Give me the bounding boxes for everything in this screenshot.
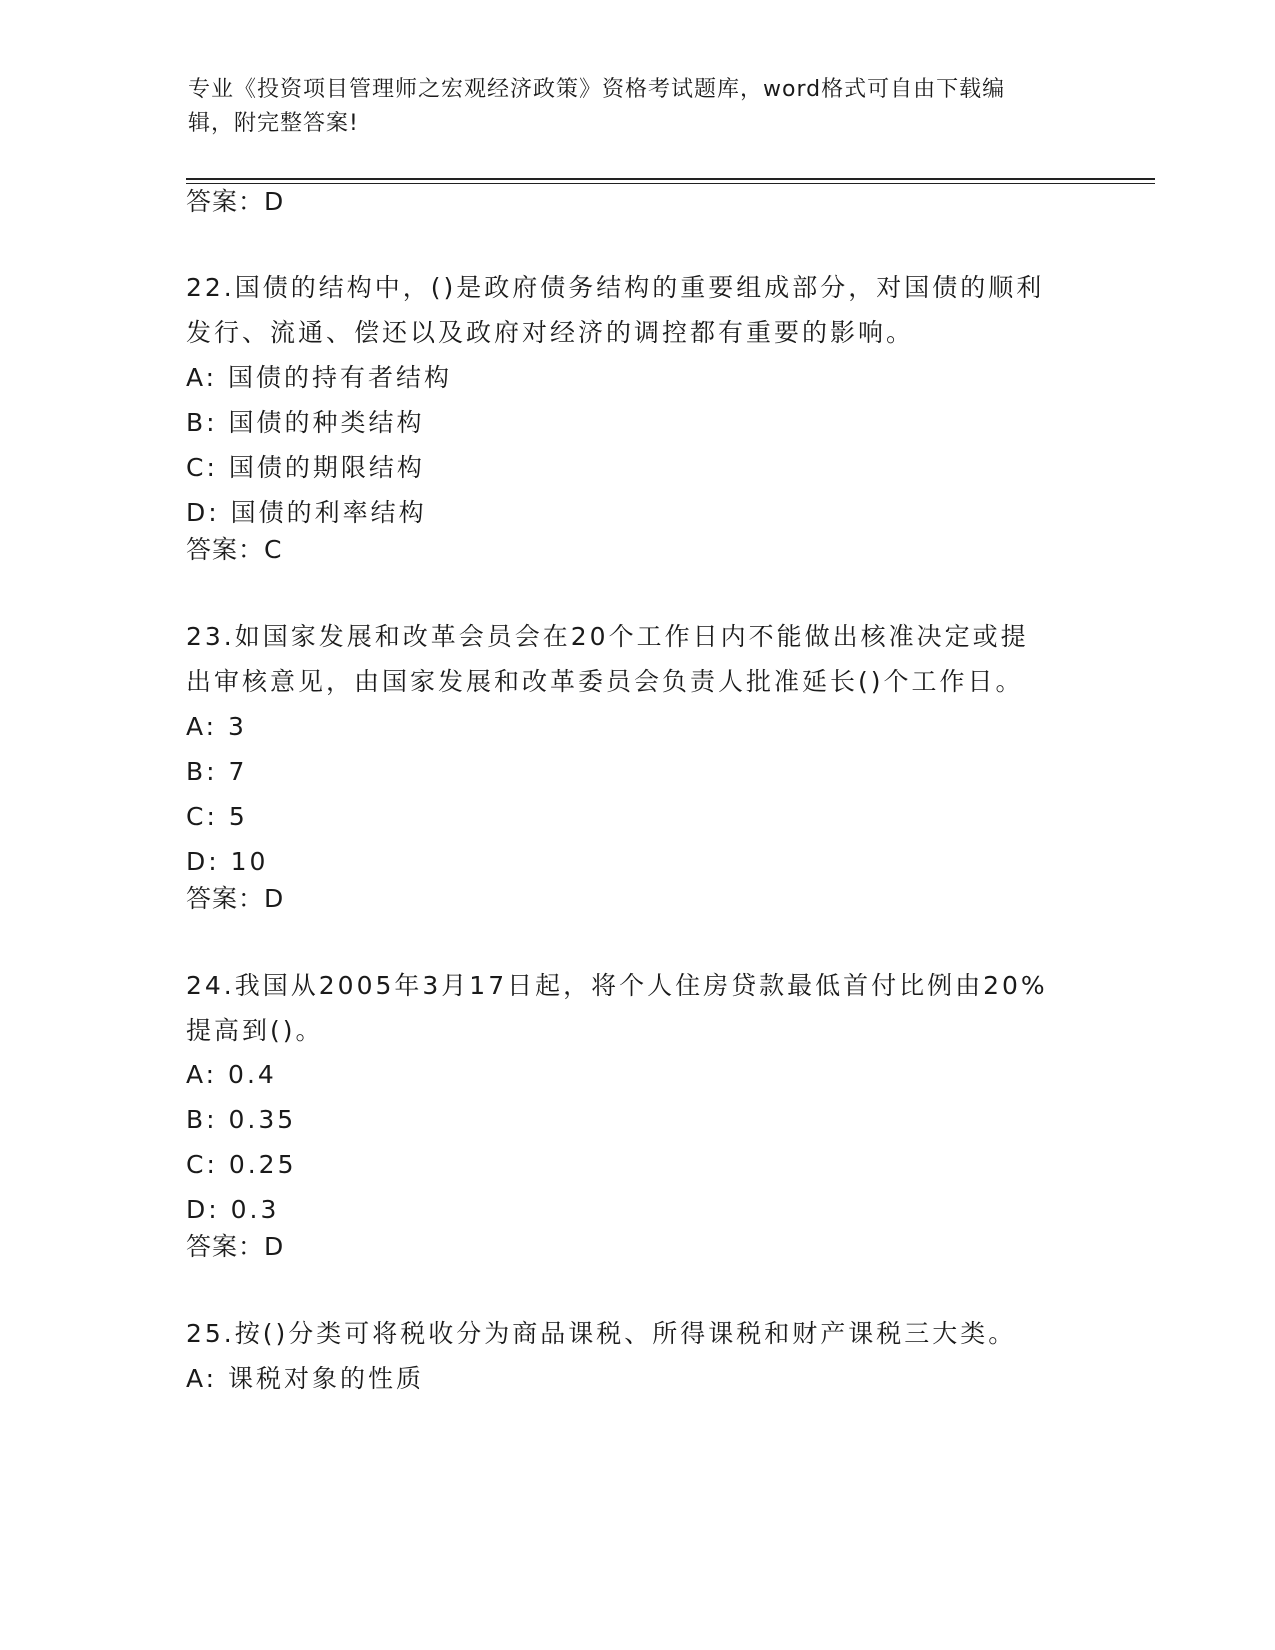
- option-a: A: 国债的持有者结构: [186, 363, 453, 392]
- option-a: A: 0.4: [186, 1060, 277, 1089]
- header-line-1: 专业《投资项目管理师之宏观经济政策》资格考试题库，word格式可自由下载编: [188, 77, 1006, 102]
- options-24: [186, 1052, 1086, 1232]
- question-stem: 23.如国家发展和改革会员会在20个工作日内不能做出核准决定或提: [186, 622, 1029, 651]
- option-b: B: 0.35: [186, 1105, 297, 1134]
- question-stem: 24.我国从2005年3月17日起，将个人住房贷款最低首付比例由20%: [186, 971, 1048, 1000]
- option-c: C: 0.25: [186, 1150, 297, 1179]
- question-24: [186, 963, 1086, 1053]
- answer-line: 答案：D: [186, 1232, 285, 1261]
- document-header: [188, 73, 1068, 141]
- header-line-2: 辑，附完整答案!: [188, 111, 359, 136]
- option-a: A: 课税对象的性质: [186, 1364, 425, 1393]
- header-rule-thick: [186, 178, 1155, 180]
- option-c: C: 5: [186, 802, 248, 831]
- option-b: B: 国债的种类结构: [186, 408, 425, 437]
- option-b: B: 7: [186, 757, 248, 786]
- answer-line: 答案：D: [186, 884, 285, 913]
- option-c: C: 国债的期限结构: [186, 453, 425, 482]
- question-stem: 出审核意见，由国家发展和改革委员会负责人批准延长()个工作日。: [186, 667, 1024, 696]
- option-a: A: 3: [186, 712, 247, 741]
- options-25: [186, 1356, 1086, 1401]
- option-d: D: 国债的利率结构: [186, 498, 427, 527]
- question-stem: 发行、流通、偿还以及政府对经济的调控都有重要的影响。: [186, 318, 915, 347]
- answer-line: 答案：C: [186, 535, 283, 564]
- question-stem: 提高到()。: [186, 1016, 324, 1045]
- options-23: [186, 704, 1086, 884]
- options-22: [186, 355, 1086, 535]
- option-d: D: 0.3: [186, 1195, 280, 1224]
- question-25: [186, 1311, 1086, 1356]
- question-22: [186, 265, 1086, 355]
- option-d: D: 10: [186, 847, 269, 876]
- question-stem: 25.按()分类可将税收分为商品课税、所得课税和财产课税三大类。: [186, 1319, 1017, 1348]
- header-rule-thin: [186, 183, 1155, 184]
- question-stem: 22.国债的结构中，()是政府债务结构的重要组成部分，对国债的顺利: [186, 273, 1045, 302]
- question-23: [186, 614, 1086, 704]
- answer-line: 答案：D: [186, 187, 285, 216]
